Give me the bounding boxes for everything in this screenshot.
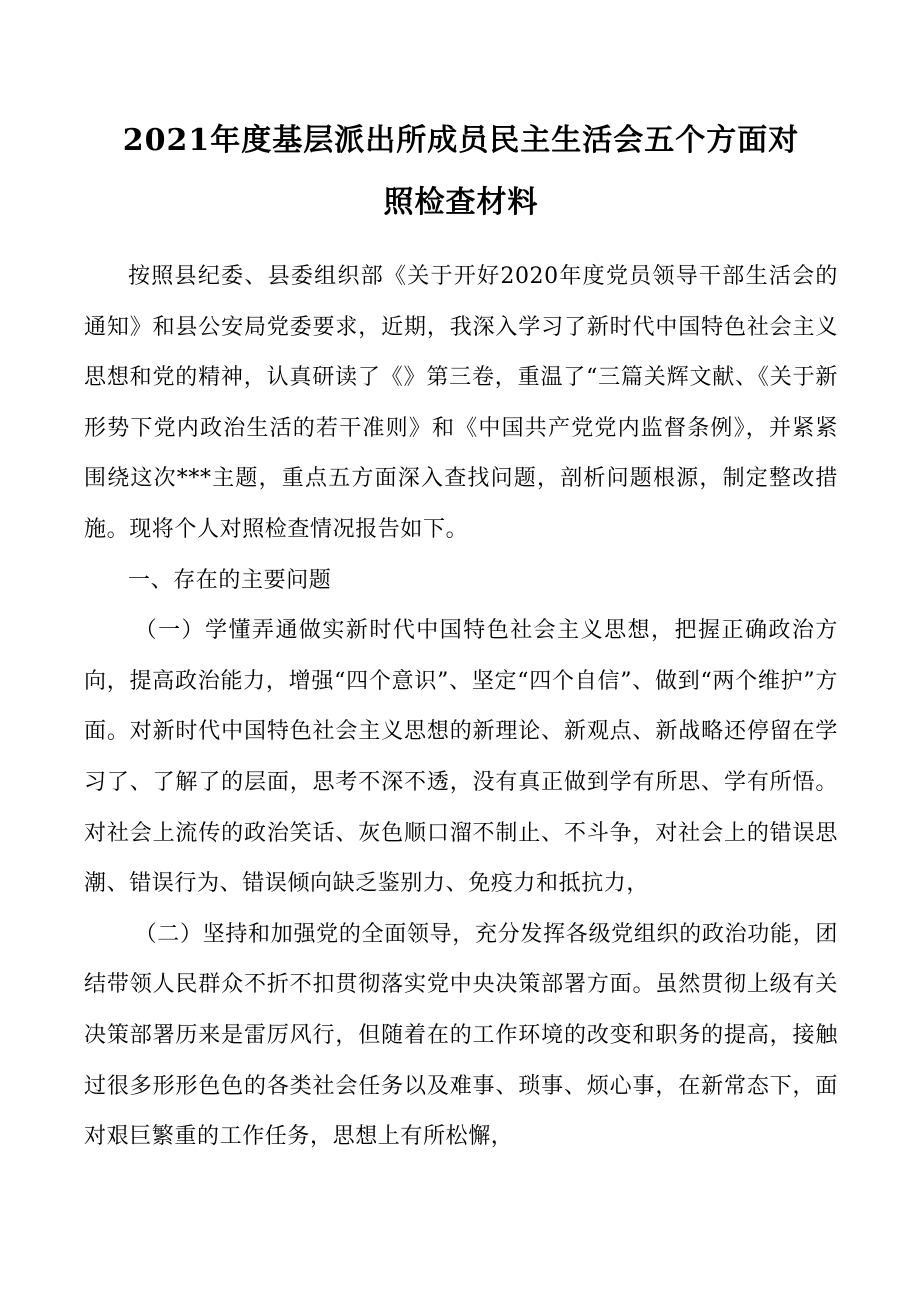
document-title <box>84 110 838 234</box>
document-page <box>84 110 838 1163</box>
intro-paragraph: 按照县纪委、县委组织部《关于开好2020年度党员领导干部生活会的通知》和县公安局党委要求，近期，我深入学习了新时代中国特色社会主义思想和党的精神，认真研读了《》第三卷，重温了“三篇关辉文献、《关于新形势下党内政治生活的若干准则》和《中国共产党党内监督条例》，并紧紧围绕这次***主题，重点五方面深入查找问题，剖析问题根源，制定整改措施。现将个人对照检查情况报告如下。 <box>84 264 838 542</box>
title-line-2: 照检查材料 <box>383 185 539 220</box>
document-body <box>84 252 838 1163</box>
item-paragraph-1: （一）学懂弄通做实新时代中国特色社会主义思想，把握正确政治方向，提高政治能力，增强“四个意识”、坚定“四个自信”、做到“两个维护”方面。对新时代中国特色社会主义思想的新理论、新观点、新战略还停留在学习了、了解了的层面，思考不深不透，没有真正做到学有所思、学有所悟。对社会上流传的政治笑话、灰色顺口溜不制止、不斗争，对社会上的错误思潮、错误行为、错误倾向缺乏鉴别力、免疫力和抵抗力， <box>84 618 838 897</box>
section-heading: 一、存在的主要问题 <box>128 567 332 593</box>
title-line-1: 2021年度基层派出所成员民主生活会五个方面对 <box>122 123 800 158</box>
item-paragraph-2: （二）坚持和加强党的全面领导，充分发挥各级党组织的政治功能，团结带领人民群众不折不扣贯彻落实党中央决策部署方面。虽然贯彻上级有关决策部署历来是雷厉风行，但随着在的工作环境的改变和职务的提高，接触过很多形形色色的各类社会任务以及难事、琐事、烦心事，在新常态下，面对艰巨繁重的工作任务，思想上有所松懈， <box>84 921 838 1150</box>
